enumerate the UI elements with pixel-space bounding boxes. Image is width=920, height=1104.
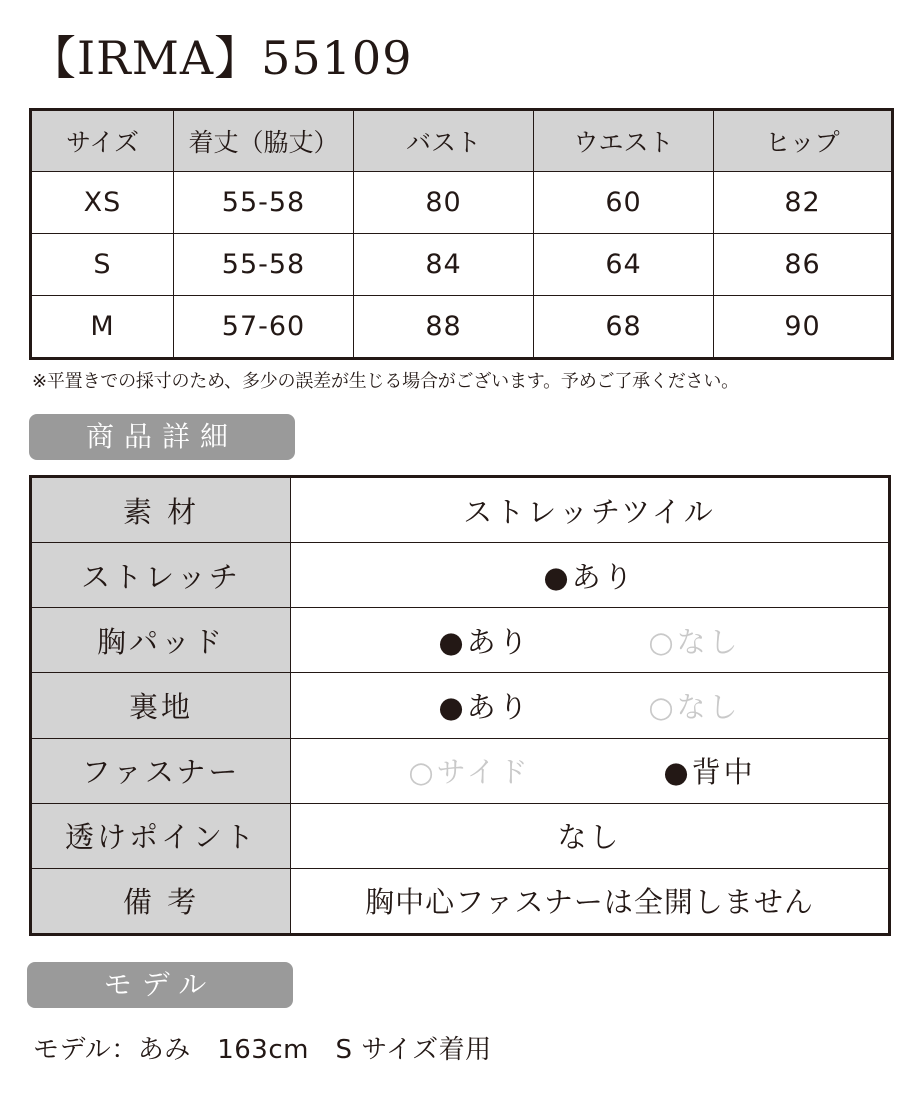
sheer-value: なし — [291, 803, 890, 868]
detail-row-bust-pad — [31, 608, 890, 673]
size-cell: XS — [31, 172, 174, 234]
fastener-side: ○サイド — [408, 755, 531, 790]
waist-cell: 64 — [534, 234, 714, 296]
bust-cell: 88 — [354, 296, 534, 359]
size-table — [29, 108, 894, 360]
waist-cell: 68 — [534, 296, 714, 359]
bust-pad-yes: ●あり — [438, 624, 531, 659]
lining-no: ○なし — [648, 689, 741, 724]
remarks-label: 備 考 — [31, 868, 291, 934]
model-tag: モデル — [27, 962, 293, 1008]
stretch-label: ストレッチ — [31, 543, 291, 608]
detail-row-stretch — [31, 543, 890, 608]
header-bust: バスト — [354, 110, 534, 172]
lining-yes: ●あり — [438, 689, 531, 724]
detail-row-sheer — [31, 803, 890, 868]
product-details-tag: 商品詳細 — [29, 414, 295, 460]
detail-row-material — [31, 477, 890, 543]
length-cell: 57-60 — [174, 296, 354, 359]
hip-cell: 82 — [714, 172, 893, 234]
stretch-value: ●あり — [291, 543, 890, 608]
product-details-table — [29, 475, 891, 936]
header-size: サイズ — [31, 110, 174, 172]
product-title: 【IRMA】55109 — [30, 31, 413, 85]
bust-pad-options — [291, 608, 890, 673]
header-hip: ヒップ — [714, 110, 893, 172]
waist-cell: 60 — [534, 172, 714, 234]
model-info: モデル：あみ 163cm S サイズ着用 — [33, 1035, 492, 1065]
bust-pad-no: ○なし — [648, 624, 741, 659]
material-value: ストレッチツイル — [291, 477, 890, 543]
remarks-value: 胸中心ファスナーは全開しません — [291, 868, 890, 934]
hip-cell: 90 — [714, 296, 893, 359]
detail-row-remarks — [31, 868, 890, 934]
bust-pad-label: 胸パッド — [31, 608, 291, 673]
length-cell: 55-58 — [174, 172, 354, 234]
size-cell: M — [31, 296, 174, 359]
fastener-back: ●背中 — [663, 755, 756, 790]
table-row — [31, 296, 893, 359]
detail-row-lining — [31, 673, 890, 738]
table-row — [31, 234, 893, 296]
measurement-note: ※平置きでの採寸のため、多少の誤差が生じる場合がございます。予めご了承ください。 — [32, 371, 739, 392]
header-waist: ウエスト — [534, 110, 714, 172]
bust-cell: 84 — [354, 234, 534, 296]
size-table-header — [31, 110, 893, 172]
size-cell: S — [31, 234, 174, 296]
fastener-options — [291, 738, 890, 803]
length-cell: 55-58 — [174, 234, 354, 296]
lining-options — [291, 673, 890, 738]
sheer-label: 透けポイント — [31, 803, 291, 868]
bust-cell: 80 — [354, 172, 534, 234]
table-row — [31, 172, 893, 234]
lining-label: 裏地 — [31, 673, 291, 738]
detail-row-fastener — [31, 738, 890, 803]
hip-cell: 86 — [714, 234, 893, 296]
fastener-label: ファスナー — [31, 738, 291, 803]
material-label: 素 材 — [31, 477, 291, 543]
header-length: 着丈（脇丈） — [174, 110, 354, 172]
